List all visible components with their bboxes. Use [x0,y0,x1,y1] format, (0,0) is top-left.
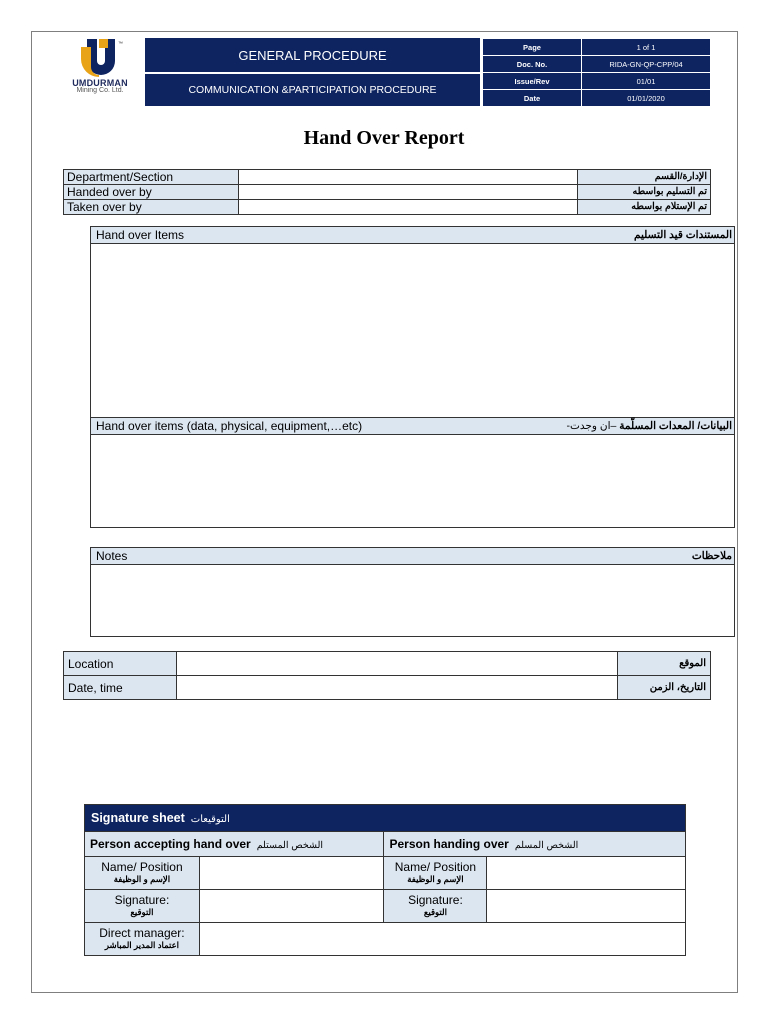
handing-name-field[interactable] [487,857,686,890]
handed-by-field[interactable] [239,185,578,200]
handing-signature-field[interactable] [487,890,686,923]
datetime-label: Date, time [64,676,177,700]
handing-name-label: Name/ Position الإسم و الوظيفة [384,857,487,890]
signature-title: Signature sheet التوقيعات [85,805,686,832]
notes-section [90,547,735,637]
meta-key: Issue/Rev [483,73,582,90]
notes-header [91,548,734,565]
svg-text:™: ™ [118,41,123,47]
handover-items-label-ar: المستندات قيد التسليم [633,229,732,241]
notes-label: Notes [96,549,128,563]
meta-row [483,39,711,56]
signature-manager-row [85,923,686,956]
signature-name-row [85,857,686,890]
info-row-department [64,170,711,185]
taken-by-label: Taken over by [64,200,239,215]
datetime-row [64,676,711,700]
handover-data-header [91,417,734,435]
department-label: Department/Section [64,170,239,185]
department-field[interactable] [239,170,578,185]
department-label-ar: الإدارة/القسم [578,170,711,185]
handed-by-label: Handed over by [64,185,239,200]
signature-title-row [85,805,686,832]
location-field[interactable] [177,652,618,676]
report-title: Hand Over Report [303,127,465,149]
info-row-taken-by [64,200,711,215]
meta-value: 01/01 [582,73,711,90]
logo-mark-icon [77,37,123,77]
handover-items-area[interactable] [91,244,734,417]
person-handing-heading: Person handing over الشخص المسلم [384,832,686,857]
taken-by-field[interactable] [239,200,578,215]
meta-key: Page [483,39,582,56]
meta-value: 1 of 1 [582,39,711,56]
location-row [64,652,711,676]
notes-label-ar: ملاحظات [691,550,732,562]
datetime-label-ar: التاريخ، الزمن [618,676,711,700]
handover-info-table [63,169,711,215]
handover-data-area[interactable] [91,435,734,527]
info-row-handed-by [64,185,711,200]
handed-by-label-ar: تم التسليم بواسطه [578,185,711,200]
location-label: Location [64,652,177,676]
taken-by-label-ar: تم الإستلام بواسطه [578,200,711,215]
notes-area[interactable] [91,565,734,631]
handover-data-label: Hand over items (data, physical, equipment,…etc) [96,419,363,433]
handover-items-header [91,227,734,244]
accepting-name-label: Name/ Position الإسم و الوظيفة [85,857,200,890]
meta-row [483,90,711,107]
datetime-field[interactable] [177,676,618,700]
meta-row [483,73,711,90]
logo-name: UMDURMAN [72,78,128,88]
signature-sheet [84,804,686,956]
company-logo [56,37,144,109]
logo-subtitle: Mining Co. Ltd. [76,87,124,94]
meta-value: 01/01/2020 [582,90,711,107]
direct-manager-label: Direct manager: اعتماد المدير المباشر [85,923,200,956]
handover-items-label: Hand over Items [96,228,185,242]
meta-value: RIDA-GN-QP-CPP/04 [582,56,711,73]
document-meta-table [482,38,711,107]
signature-sign-row [85,890,686,923]
handover-items-section [90,226,735,528]
accepting-signature-label: Signature: التوقيع [85,890,200,923]
direct-manager-field[interactable] [199,923,685,956]
meta-key: Doc. No. [483,56,582,73]
accepting-name-field[interactable] [199,857,384,890]
signature-persons-row [85,832,686,857]
person-accepting-heading: Person accepting hand over الشخص المستلم [85,832,384,857]
procedure-title: GENERAL PROCEDURE [145,38,480,72]
handing-signature-label: Signature: التوقيع [384,890,487,923]
meta-key: Date [483,90,582,107]
procedure-subtitle: COMMUNICATION &PARTICIPATION PROCEDURE [145,74,480,106]
location-label-ar: الموقع [618,652,711,676]
accepting-signature-field[interactable] [199,890,384,923]
location-table [63,651,711,700]
meta-row [483,56,711,73]
handover-data-label-ar: البيانات/ المعدات المسلّمة –ان وجدت- [566,420,732,432]
